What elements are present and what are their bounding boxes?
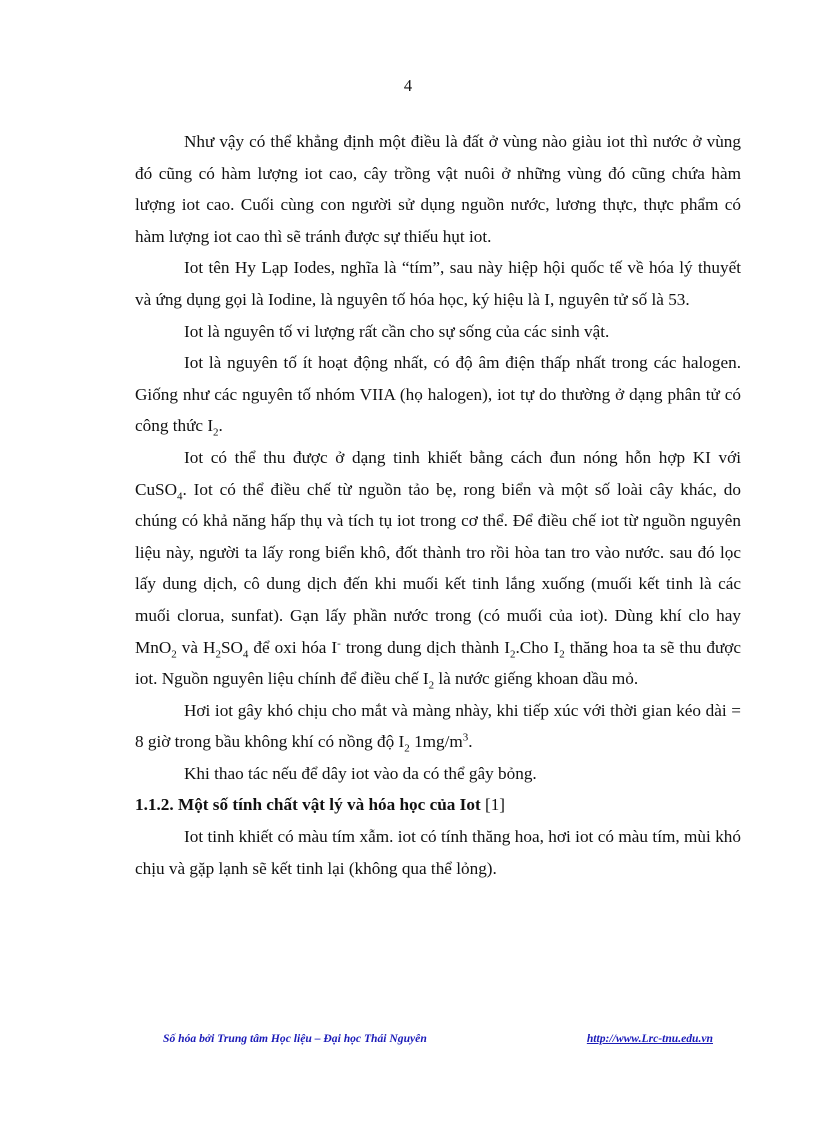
footer-link[interactable]: http://www.Lrc-tnu.edu.vn [586,1032,713,1045]
section-heading-title: 1.1.2. Một số tính chất vật lý và hóa học của Iot [135,795,481,815]
body-text [135,126,741,884]
paragraph-physical-properties: Iot tinh khiết có màu tím xẫm. iot có tính thăng hoa, hơi iot có màu tím, mùi khó chịu và gặp lạnh sẽ kết tinh lại (không qua thể lỏng). [135,827,741,878]
citation-ref: [1] [480,795,506,815]
footer [163,1032,713,1050]
paragraph-iodine-sources: Như vậy có thể khẳng định một điều là đất ở vùng nào giàu iot thì nước ở vùng đó cũng có hàm lượng iot cao, cây trồng vật nuôi ở những vùng đó cũng chứa hàm lượng iot cao. Cuối cùng con người sử dụng nguồn nước, lương thực, thực phẩm có hàm lượng iot cao thì sẽ tránh được sự thiếu hụt iot. [135,132,741,246]
paragraph-iodine-name: Iot tên Hy Lạp Iodes, nghĩa là “tím”, sau này hiệp hội quốc tế về hóa lý thuyết và ứng dụng gọi là Iodine, là nguyên tố hóa học, ký hiệu là I, nguyên tử số là 53. [135,258,741,309]
paragraph-halogen-properties: Iot là nguyên tố ít hoạt động nhất, có độ âm điện thấp nhất trong các halogen. Giống như các nguyên tố nhóm VIIA (họ halogen), iot tự do thường ở dạng phân tử có công thức $I_2$. [135,353,741,439]
section-heading [135,789,741,821]
paragraph-vapor-hazard: Hơi iot gây khó chịu cho mắt và màng nhày, khi tiếp xúc với thời gian kéo dài = 8 giờ trong bầu không khí có nồng độ $I_2$ $1mg/m^3$. [135,700,741,755]
footer-source-text: Số hóa bởi Trung tâm Học liệu – Đại học Thái Nguyên [163,1032,427,1045]
page-number: 4 [403,76,413,95]
paragraph-trace-element: Iot là nguyên tố vi lượng rất cần cho sự sống của các sinh vật. [184,321,610,341]
paragraph-skin-burn: Khi thao tác nếu để dây iot vào da có thể gây bỏng. [184,763,537,783]
paragraph-preparation: Iot có thể thu được ở dạng tinh khiết bằng cách đun nóng hỗn hợp KI với CuSO$_4$. Iot có thể điều chế từ nguồn tảo bẹ, rong biển và một số loài cây khác, do chúng có khả năng hấp thụ và tích tụ iot trong cơ thể. Để điều chế iot từ nguồn nguyên liệu này, người ta lấy rong biển khô, đốt thành tro rồi hòa tan tro vào nước. sau đó lọc lấy dung dịch, cô dung dịch đến khi muối kết tinh lắng xuống (muối kết tinh là các muối clorua, sunfat). Gạn lấy phần nước trong (có muối của iot). Dùng khí clo hay MnO$_2$ và $H_2SO_4$ để oxi hóa I- trong dung dịch thành $I_2.Cho$ $I_2$ thăng hoa ta sẽ thu được iot. Nguồn nguyên liệu chính để điều chế $I_2$ là nước giếng khoan dầu mỏ. [135,447,742,692]
